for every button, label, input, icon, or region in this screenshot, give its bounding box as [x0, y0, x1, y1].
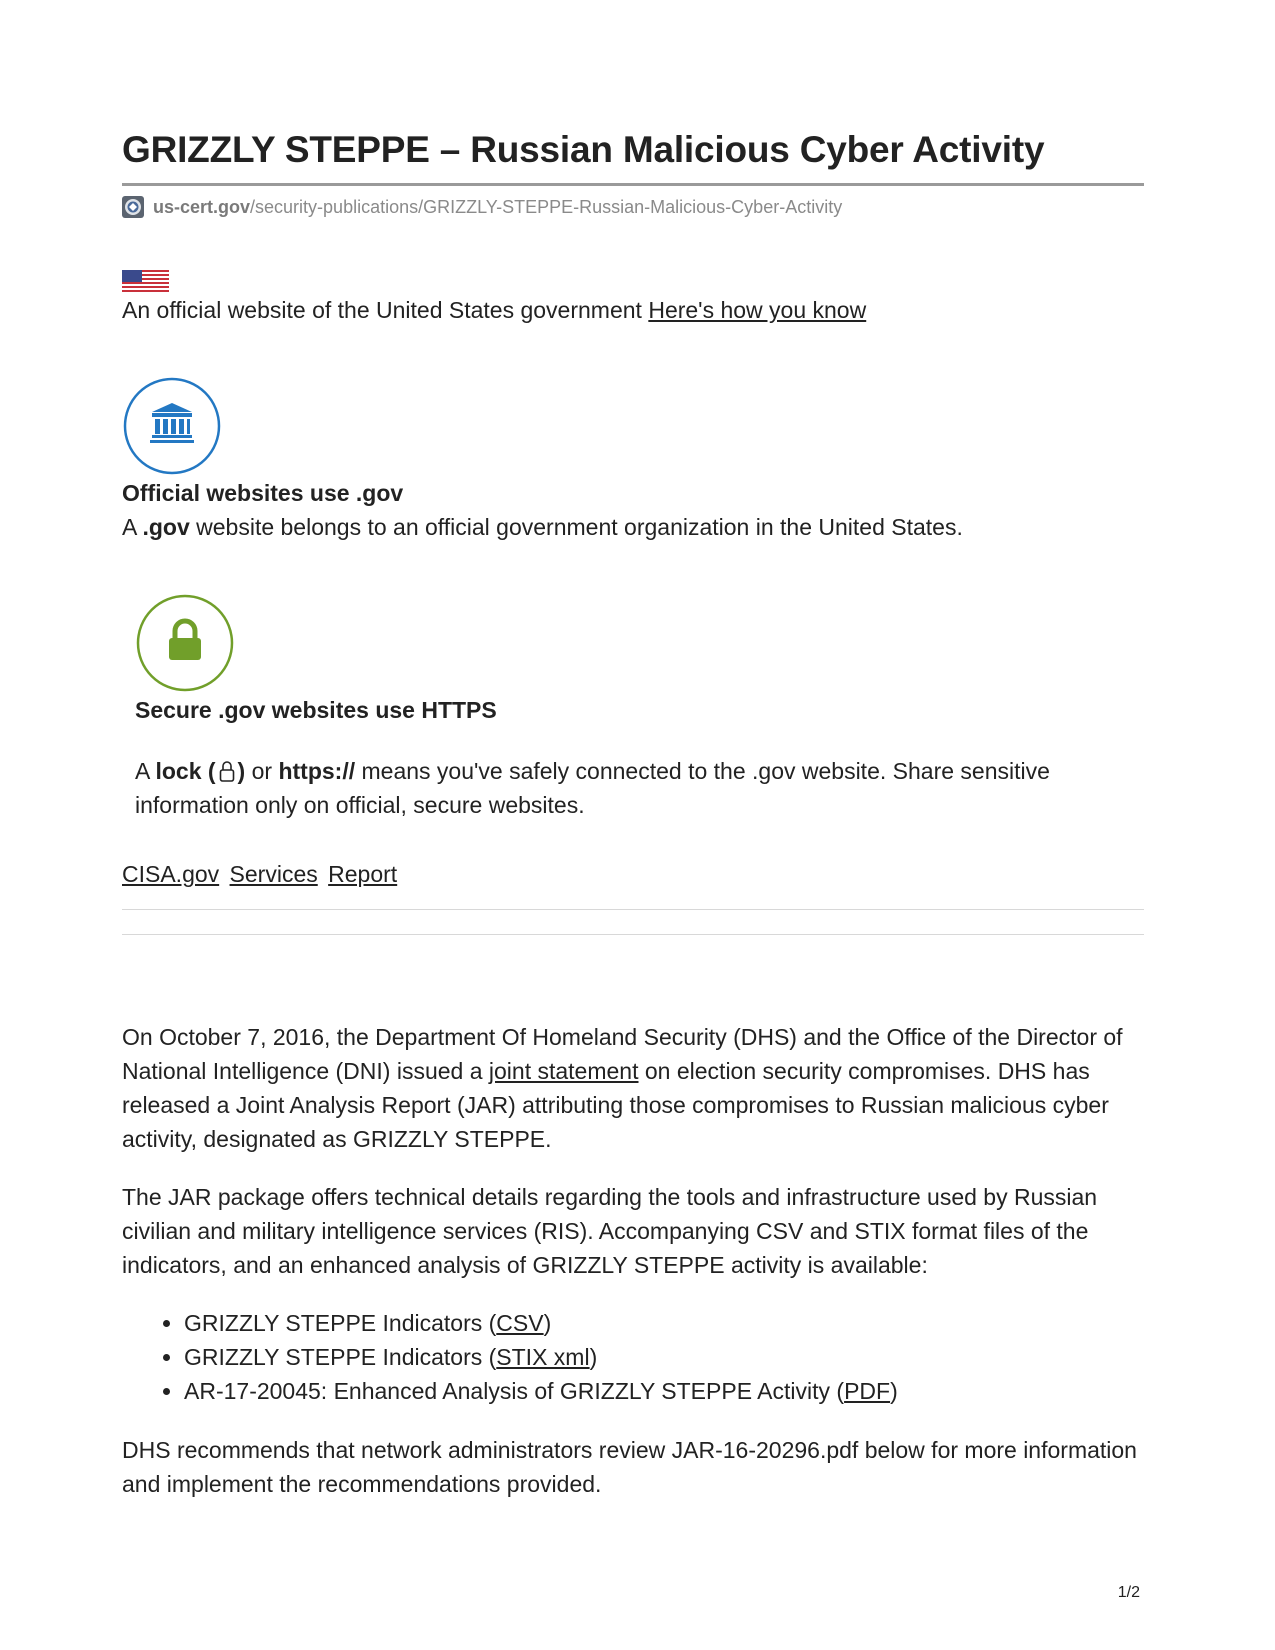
official-banner [122, 295, 866, 325]
https-heading: Secure .gov websites use HTTPS [135, 697, 497, 723]
source-path: /security-publications/GRIZZLY-STEPPE-Russian-Malicious-Cyber-Activity [250, 196, 843, 217]
government-building-icon [122, 376, 222, 476]
lock-icon [218, 759, 236, 783]
title-divider [122, 183, 1144, 186]
paragraph-intro: On October 7, 2016, the Department Of Homeland Security (DHS) and the Office of the Director of National Intelligence (DNI) issued a joint statement on election security compromises. DHS has released a Joint Analysis Report (JAR) attributing those compromises to Russian malicious cyber activity, designated as GRIZZLY STEPPE. [122, 1024, 1123, 1152]
us-flag-icon [122, 270, 169, 294]
https-description: A lock ( ) or https:// means you've safely connected to the .gov website. Share sensitive information only on official, secure websites. [135, 758, 1050, 818]
heres-how-you-know-link[interactable]: Here's how you know [648, 297, 867, 323]
joint-statement-link[interactable]: joint statement [488, 1058, 639, 1084]
list-item: • AR-17-20045: Enhanced Analysis of GRIZZLY STEPPE Activity (PDF) [184, 1374, 1144, 1408]
lock-icon [135, 593, 235, 693]
page-number: 1/2 [1117, 1584, 1140, 1601]
list-item: • GRIZZLY STEPPE Indicators (CSV) [184, 1306, 1144, 1340]
nav-link-services[interactable]: Services [229, 861, 318, 887]
download-list [122, 1306, 1144, 1408]
page-title: GRIZZLY STEPPE – Russian Malicious Cyber Activity [122, 129, 1045, 170]
dhs-seal-icon [122, 196, 144, 218]
official-banner-text: An official website of the United States government [122, 297, 642, 323]
gov-heading: Official websites use .gov [122, 480, 404, 506]
stix-xml-link[interactable]: STIX xml [496, 1344, 590, 1370]
divider [122, 934, 1144, 935]
paragraph-jar: The JAR package offers technical details regarding the tools and infrastructure used by Russian civilian and military intelligence services (RIS). Accompanying CSV and STIX format files of the indicators, and an enhanced analysis of GRIZZLY STEPPE activity is available: [122, 1184, 1098, 1278]
source-url[interactable] [122, 195, 842, 219]
list-item: • GRIZZLY STEPPE Indicators (STIX xml) [184, 1340, 1144, 1374]
nav-link-cisa[interactable]: CISA.gov [122, 861, 220, 887]
gov-description: A .gov website belongs to an official government organization in the United States. [122, 514, 963, 540]
pdf-link[interactable]: PDF [844, 1378, 891, 1404]
paragraph-recommendation: DHS recommends that network administrators review JAR-16-20296.pdf below for more information and implement the recommendations provided. [122, 1437, 1137, 1497]
divider [122, 909, 1144, 910]
nav-links [122, 859, 401, 889]
nav-link-report[interactable]: Report [328, 861, 398, 887]
csv-link[interactable]: CSV [496, 1310, 544, 1336]
source-domain: us-cert.gov [153, 196, 251, 217]
